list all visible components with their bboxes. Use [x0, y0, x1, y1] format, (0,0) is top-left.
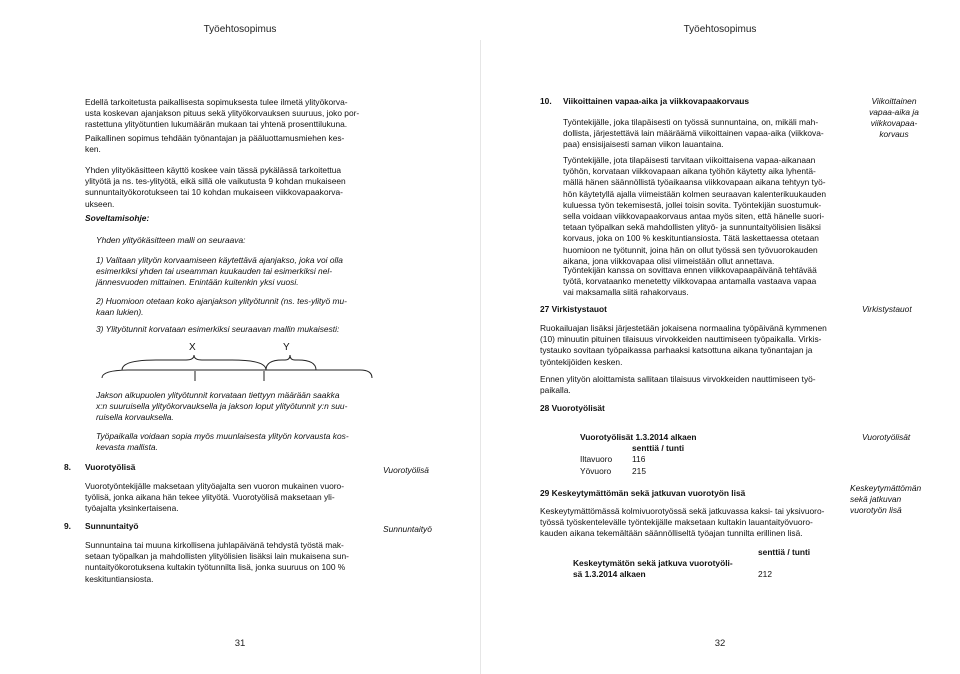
paragraph: Keskeytymättömässä kolmivuorotyössä sekä jatkuvassa kaksi- tai yksivuoro- työssä työskentelevälle työntekijälle maksetaan kultakin lauantaityövuoro- kauden aikana tekemältään säännölliseltä työajan tunnilta erillinen lisä.	[540, 506, 825, 539]
section-number: 9.	[64, 521, 71, 531]
diagram-label-y: Y	[283, 342, 290, 353]
paragraph: Ennen ylityön aloittamista sallitaan tilaisuus virvokkeiden nauttimiseen työ- paikalla.	[540, 374, 816, 396]
margin-heading: Vuorotyölisät	[862, 432, 911, 442]
paragraph: Edellä tarkoitetusta paikallisesta sopimuksesta tulee ilmetä ylityökorva- usta koskevan ajanjakson pituus sekä ylityökorvauksen suuruus, joko por- rastettuna ylityötuntien lukumäärän mukaan tai yhtenä prosenttilukuna.	[85, 97, 360, 130]
guideline-item: 3) Ylityötunnit korvataan esimerkiksi seuraavan mallin mukaisesti:	[96, 324, 340, 334]
paragraph: Paikallinen sopimus tehdään työnantajan ja pääluottamusmiehen kes- ken.	[85, 133, 345, 155]
page-header: Työehtosopimus	[203, 24, 277, 35]
section-title: Viikoittainen vapaa-aika ja viikkovapaakorvaus	[563, 96, 750, 106]
overtime-model-diagram	[90, 340, 380, 388]
section-title: 27 Virkistystauot	[540, 304, 607, 314]
row-value: 116	[632, 454, 646, 465]
margin-heading: Virkistystauot	[862, 304, 912, 314]
row-value: 212	[758, 569, 772, 579]
paragraph: Ruokailuajan lisäksi järjestetään jokaisena normaalina työpäivänä kymmenen (10) minuutin pituinen tilaisuus virvokkeiden nauttimiseen työpaikalla. Virkis- tystauko sovitaan työpaikassa parhaaksi katsottuna aikana työnantajan ja työntekijöiden kesken.	[540, 323, 827, 367]
paragraph: Sunnuntaina tai muuna kirkollisena juhlapäivänä tehdystä työstä mak- setaan työpalkan ja mahdollisten ylityölisien lisäksi lain mukaisena sun- nuntaityökorotuksena kultakin työtunnilta lisä, jonka suuruus on 100 % keskituntiansiosta.	[85, 540, 349, 584]
paragraph: Vuorotyöntekijälle maksetaan ylityöajalta sen vuoron mukainen vuoro- työlisä, jonka aikana hän tekee ylityötä. Vuorotyölisä maksetaan yli- työajalta yksinkertaisena.	[85, 481, 344, 514]
section-number: 8.	[64, 462, 71, 472]
row-value: 215	[632, 465, 646, 476]
guideline-title: Soveltamisohje:	[85, 213, 150, 223]
right-page	[480, 0, 960, 674]
table-row	[580, 466, 646, 478]
row-label: Keskeytymätön sekä jatkuva vuorotyöli- sä 1.3.2014 alkaen	[573, 558, 733, 580]
margin-heading: Keskeytymättömän sekä jatkuvan vuorotyön lisä	[850, 483, 922, 515]
guideline-note: Työpaikalla voidaan sopia myös muunlaisesta ylityön korvausta kos- kevasta mallista.	[96, 431, 349, 453]
table-unit: senttiä / tunti	[632, 443, 685, 454]
brace-period	[102, 370, 372, 378]
section-title: 28 Vuorotyölisät	[540, 403, 605, 413]
section-title: Sunnuntaityö	[85, 521, 139, 531]
diagram-caption: Jakson alkupuolen ylityötunnit korvataan tiettyyn määrään saakka x:n suuruisella ylityökorvauksella ja jakson loput ylityötunnit y:n suu- ruisella korvauksella.	[96, 390, 348, 423]
paragraph: Työntekijän kanssa on sovittava ennen viikkovapaapäivänä tehtävää työtä, korvataanko menetetty viikkovapaa antamalla vastaava vapaa vai maksamalla siitä rahakorvaus.	[563, 265, 817, 298]
section-title: Vuorotyölisä	[85, 462, 136, 472]
table-unit: senttiä / tunti	[758, 547, 811, 557]
margin-heading: Vuorotyölisä	[383, 465, 429, 475]
paragraph: Työntekijälle, jota tilapäisesti tarvitaan viikoittaisena vapaa-aikanaan työhön, korvataan viikkovapaan aikana työhön käytetty aika lyhentä- mällä hänen säännöllistä työaikaansa viikkovapaan aikana tehtyyn työ- hön käytetyllä ajalla viimeistään kolmen seuraavan kalenterikuukauden kuluessa työn tekemisestä, jollei toisin sovita. Työntekijän suostumuk- sella voidaan viikkovapaakorvaus antaa myös siten, että hänelle suori- tetaan työpalkan sekä mahdollisten ylityö- ja sunnuntaityölisien lisäksi korvaus, joka on 100 % keskituntiansiosta. Tätä laskettaessa otetaan huomioon ne työtunnit, joina hän on ollut työssä sen työvuorokauden aikana, jona viikkovapaa olisi viimeistään ollut annettava.	[563, 155, 827, 266]
margin-heading: Viikoittainen vapaa-aika ja viikkovapaa- korvaus	[869, 96, 919, 139]
paragraph: Työntekijälle, joka tilapäisesti on työssä sunnuntaina, on, mikäli mah- dollista, järjestettävä lain määräämä viikoittainen vapaa-aika (viikkova- paa) ensisijaisesti saman viikon lauantaina.	[563, 117, 824, 150]
table-title: Vuorotyölisät 1.3.2014 alkaen	[580, 432, 697, 442]
guideline-intro: Yhden ylityökäsitteen malli on seuraava:	[96, 235, 246, 245]
brace-x	[122, 355, 266, 370]
page-number: 32	[714, 638, 726, 649]
diagram-braces	[90, 354, 380, 384]
page-number: 31	[234, 638, 246, 649]
brace-y	[266, 355, 316, 370]
page-header: Työehtosopimus	[683, 24, 757, 35]
shift-allowance-table	[580, 432, 697, 477]
guideline-item: 1) Valitaan ylityön korvaamiseen käytettävä ajanjakso, joka voi olla esimerkiksi yhden tai useamman kuukauden tai esimerkiksi nel- jännesvuoden mittainen. Enintään kuitenkin yksi vuosi.	[96, 255, 343, 288]
guideline-item: 2) Huomioon otetaan koko ajanjakson ylityötunnit (ns. tes-ylityö mu- kaan lukien).	[96, 296, 347, 318]
shift-allowance-rows	[580, 454, 646, 477]
paragraph: Yhden ylityökäsitteen käyttö koskee vain tässä pykälässä tarkoitettua ylityötä ja ns. tes-ylityötä, eikä sillä ole vaikutusta 9 kohdan mukaiseen sunnuntaityökorotukseen tai 10 kohdan mukaiseen viikkovapaakorva- ukseen.	[85, 165, 346, 209]
table-row	[580, 454, 646, 466]
row-label: Yövuoro	[580, 465, 612, 476]
section-title: 29 Keskeytymättömän sekä jatkuvan vuorotyön lisä	[540, 488, 746, 498]
row-label: Iltavuoro	[580, 454, 613, 465]
section-number: 10.	[540, 96, 552, 106]
diagram-label-x: X	[189, 342, 196, 353]
margin-heading: Sunnuntaityö	[383, 524, 432, 534]
